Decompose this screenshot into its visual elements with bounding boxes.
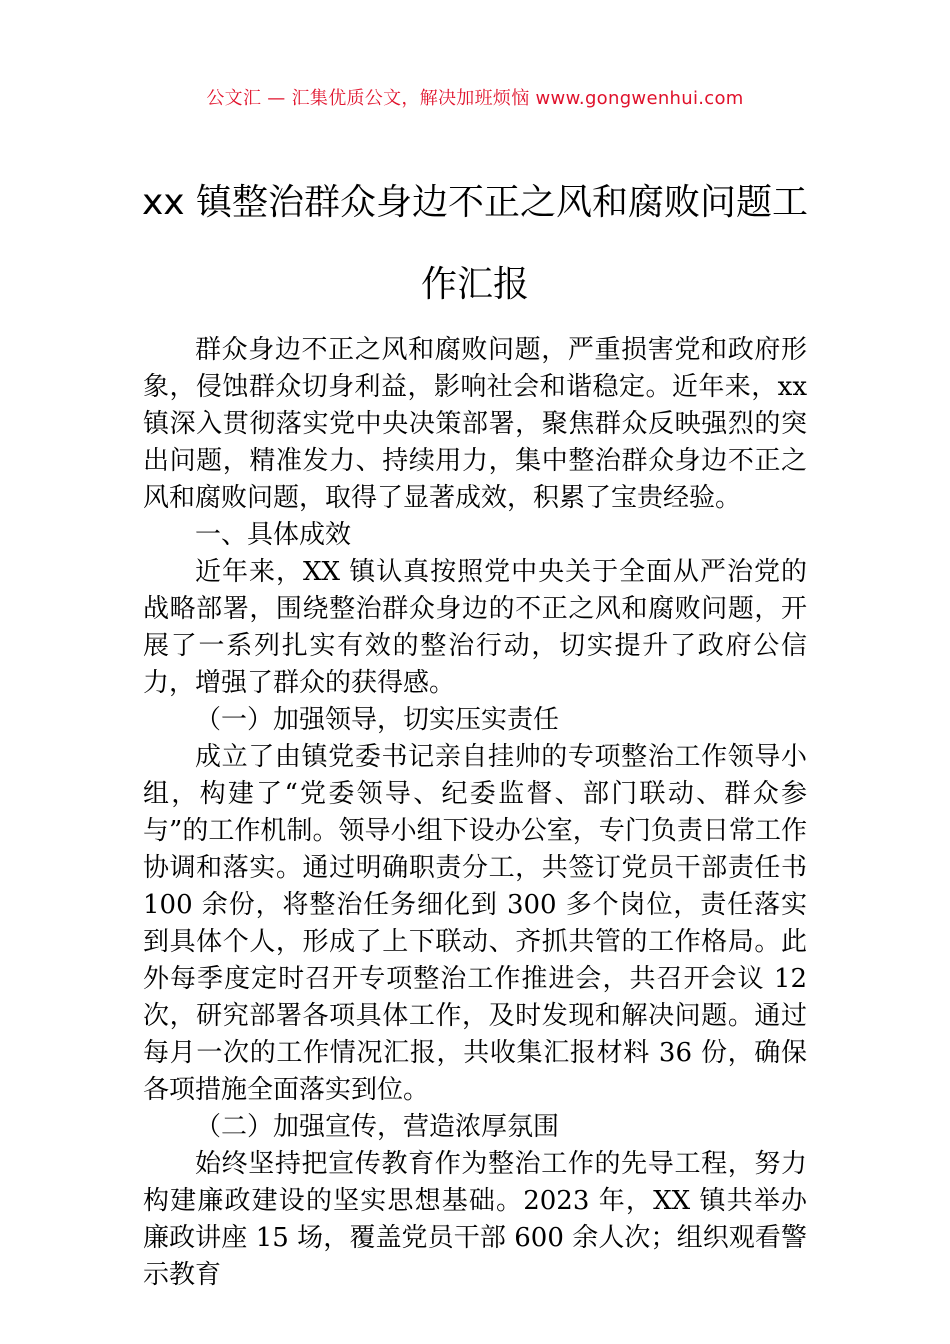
header-banner[interactable]: 公文汇 — 汇集优质公文，解决加班烦恼 www.gongwenhui.com (206, 88, 744, 109)
subsection-heading-2: （二）加强宣传，营造浓厚氛围 (195, 1112, 560, 1142)
document-title: xx 镇整治群众身边不正之风和腐败问题工作汇报 (141, 182, 809, 305)
paragraph-leadership: 成立了由镇党委书记亲自挂帅的专项整治工作领导小组，构建了“党委领导、纪委监督、部门联动、群众参与”的工作机制。领导小组下设办公室，专门负责日常工作协调和落实。通过明确职责分工，共签订党员干部责任书 100 余份，将整治任务细化到 300 多个岗位，责任落实到具体个人，形成了上下联动、齐抓共管的工作格局。此外每季度定时召开专项整治工作推进会，共召开会议 12 次，研究部署各项具体工作，及时发现和解决问题。通过每月一次的工作情况汇报，共收集汇报材料 36 份，确保各项措施全面落实到位。 (143, 742, 807, 1105)
subsection-heading-1: （一）加强领导，切实压实责任 (195, 705, 560, 735)
document-body (143, 332, 807, 1294)
section-heading-1: 一、具体成效 (195, 520, 352, 550)
paragraph-intro: 群众身边不正之风和腐败问题，严重损害党和政府形象，侵蚀群众切身利益，影响社会和谐稳定。近年来，xx 镇深入贯彻落实党中央决策部署，聚焦群众反映强烈的突出问题，精准发力、持续用力，集中整治群众身边不正之风和腐败问题，取得了显著成效，积累了宝贵经验。 (143, 335, 807, 513)
paragraph-overview: 近年来，XX 镇认真按照党中央关于全面从严治党的战略部署，围绕整治群众身边的不正之风和腐败问题，开展了一系列扎实有效的整治行动，切实提升了政府公信力，增强了群众的获得感。 (143, 557, 807, 698)
paragraph-publicity: 始终坚持把宣传教育作为整治工作的先导工程，努力构建廉政建设的坚实思想基础。2023 年，XX 镇共举办廉政讲座 15 场，覆盖党员干部 600 余人次；组织观看警示教育 (143, 1149, 807, 1290)
